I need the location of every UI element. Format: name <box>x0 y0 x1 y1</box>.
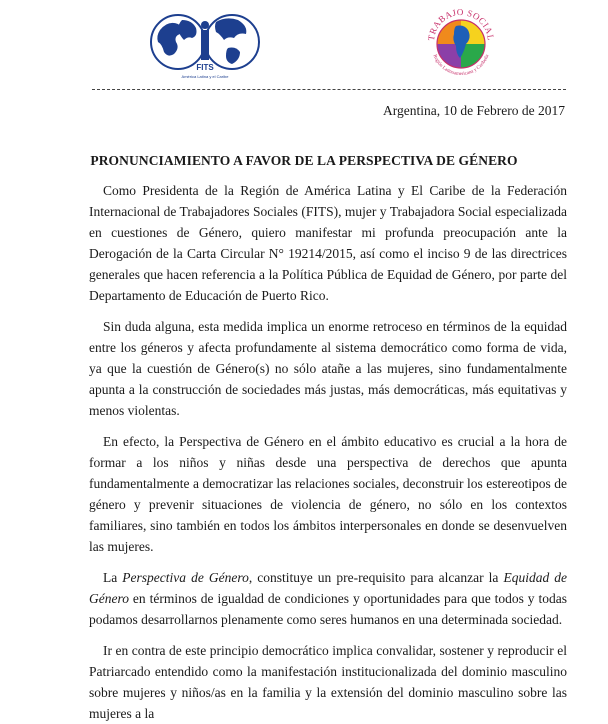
paragraph-4-emphasis-perspectiva: Perspectiva de Género <box>122 570 249 585</box>
paragraph-5: Ir en contra de este principio democrático implica convalidar, sostener y reproducir el Patriarcado entendido como la manifestación institucionalizada del dominio masculino sobre mujeres y niños/as en la familia y la extensión del dominio masculino sobre las mujeres a la <box>89 643 567 721</box>
trabajo-social-logo <box>420 2 502 84</box>
paragraph-4-part-e: en términos de igualdad de condiciones y oportunidades para que todos y todas podamos desarrollarnos plenamente como seres humanos en una determinada sociedad. <box>89 591 567 627</box>
document-title: PRONUNCIAMIENTO A FAVOR DE LA PERSPECTIVA DE GÉNERO <box>90 153 518 168</box>
fits-logo <box>146 8 264 80</box>
document-body <box>89 180 567 724</box>
paragraph-4-part-c: , constituye un pre-requisito para alcanzar la <box>248 570 504 585</box>
fits-logo-subtitle: América Latina y el Caribe <box>181 74 229 79</box>
ts-logo-bottom-text: Región Latinoamericana y Caribeña <box>431 53 491 78</box>
paragraph-4-part-a: La <box>103 570 123 585</box>
document-date: Argentina, 10 de Febrero de 2017 <box>383 103 565 118</box>
ts-logo-top-text: TRABAJO SOCIAL <box>425 6 497 42</box>
header-divider <box>92 89 566 90</box>
paragraph-2: Sin duda alguna, esta medida implica un enorme retroceso en términos de la equidad entre los géneros y afecta profundamente al sistema democrático como forma de vida, ya que la cuestión de Género(s) no sólo atañe a las mujeres, sino fundamentalmente apunta a la construcción de sociedades más justas, más democráticas, más equitativas y menos violentas. <box>89 319 567 418</box>
paragraph-4-emphasis-equidad: Equidad de Género <box>89 570 567 606</box>
fits-logo-text: FITS <box>196 63 214 72</box>
paragraph-3: En efecto, la Perspectiva de Género en el ámbito educativo es crucial a la hora de formar a los niños y niñas desde una perspectiva de derechos que apunta fundamentalmente a democratizar las relaciones sociales, deconstruir los estereotipos de género y prevenir situaciones de violencia de género, no sólo en los contextos familiares, sino también en todos los ámbitos interpersonales en donde se desenvuelven las mujeres. <box>89 434 567 554</box>
paragraph-1: Como Presidenta de la Región de América Latina y El Caribe de la Federación Internacional de Trabajadores Sociales (FITS), mujer y Trabajadora Social especializada en cuestiones de Género, quiero manifestar mi profunda preocupación ante la Derogación de la Carta Circular N° 19214/2015, así como el inciso 9 de las directrices generales que hacen referencia a la Política Pública de Equidad de Género, por parte del Departamento de Educación de Puerto Rico. <box>89 183 567 303</box>
letterhead <box>0 0 608 92</box>
paragraph-4 <box>89 567 567 630</box>
